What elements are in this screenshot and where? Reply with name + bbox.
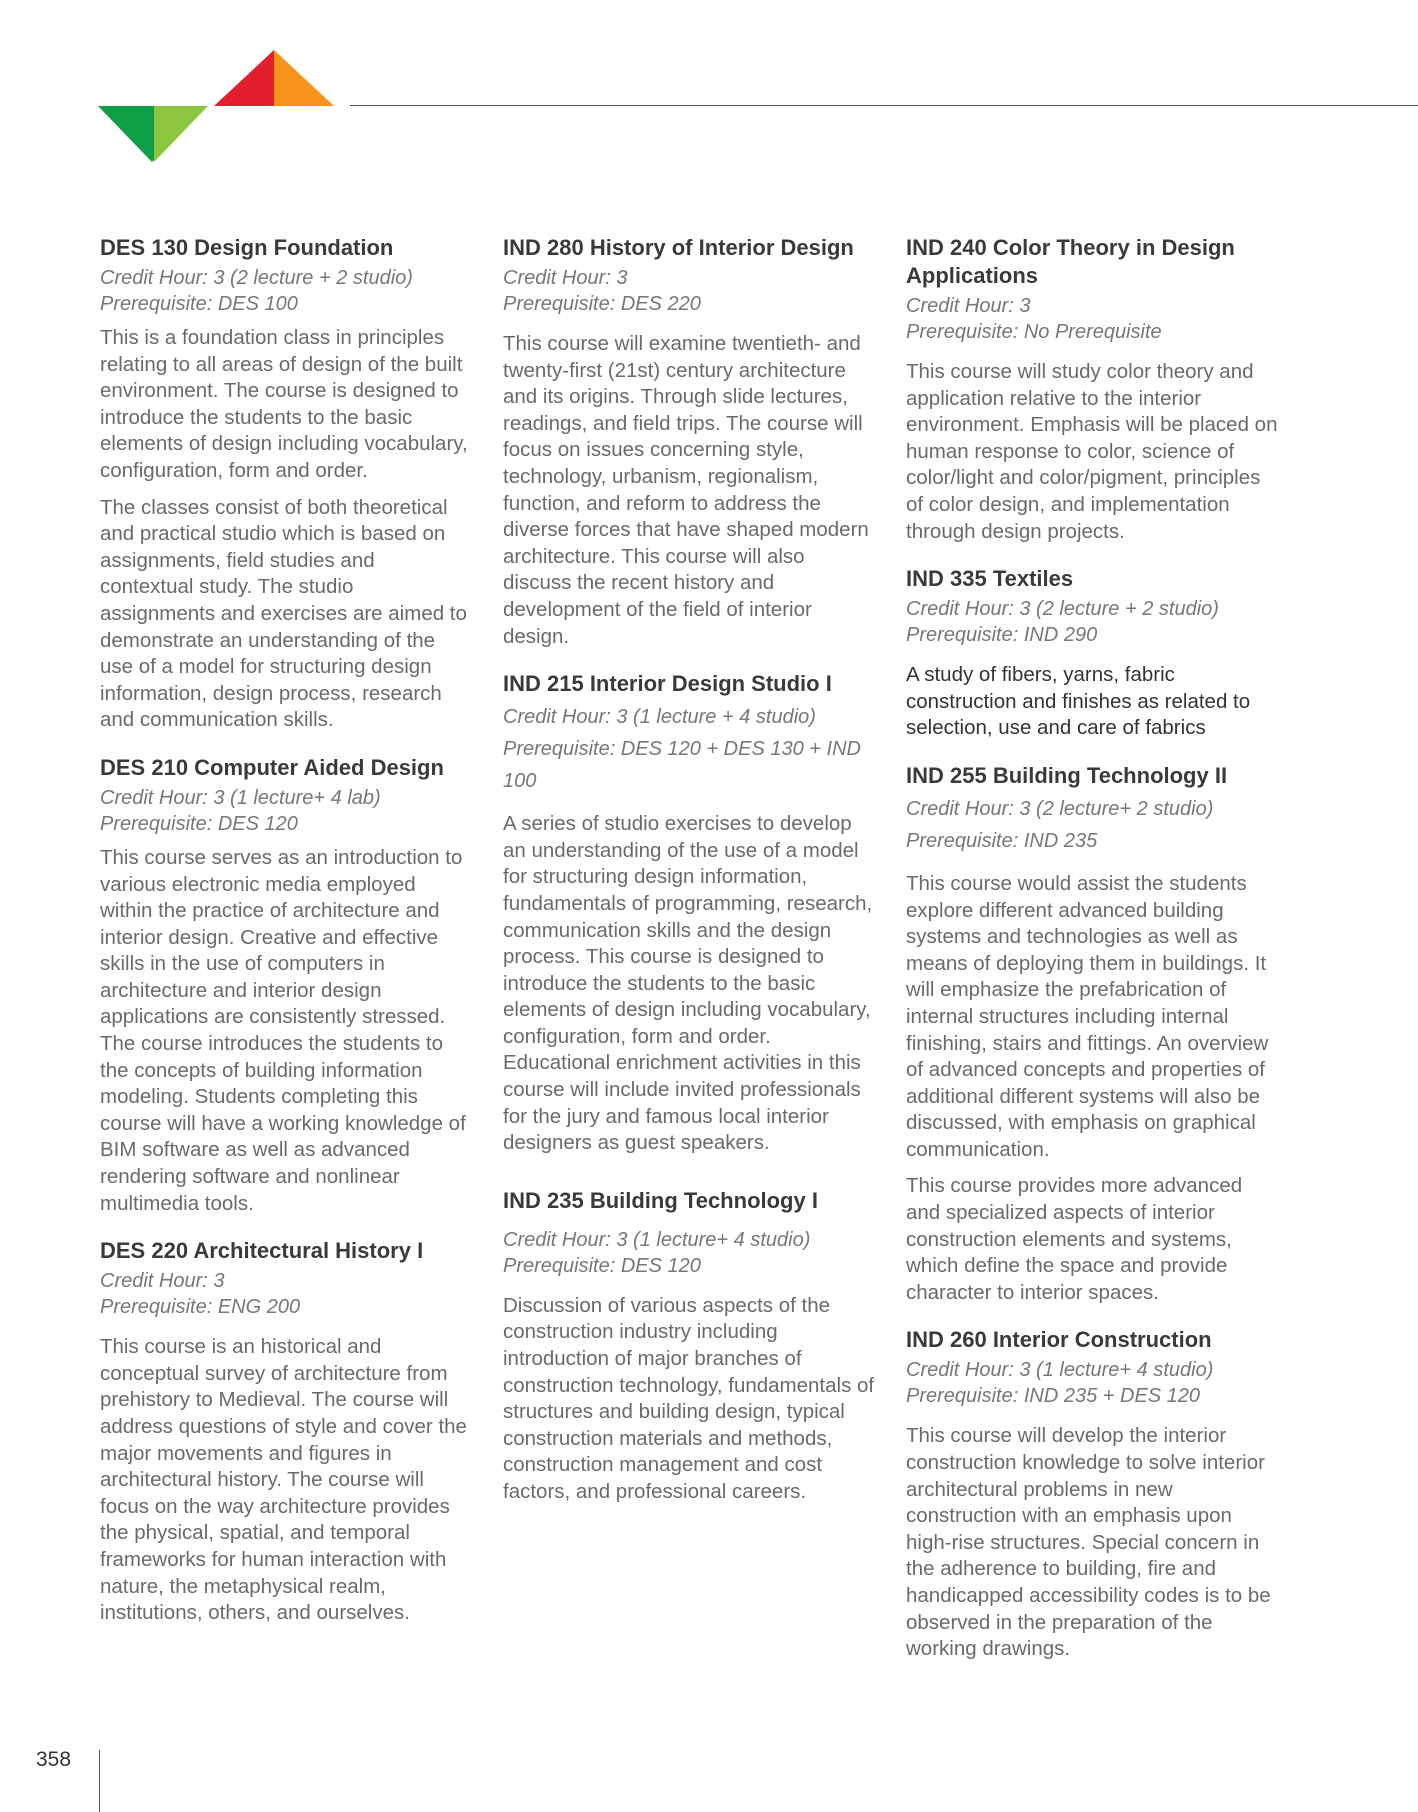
paragraph: This course will develop the interior construction knowledge to solve interior architectural problems in new construction with an emphasis upon high-rise structures. Special concern in the adherence to building, fire and handicapped accessibility codes is to be observed in the preparation of the working drawings. (906, 1424, 1271, 1661)
header-rule (350, 105, 1418, 106)
credit-hour: Credit Hour: 3 (2 lecture + 2 studio) (906, 598, 1219, 621)
course-title: DES 210 Computer Aided Design (100, 754, 444, 780)
course-description (100, 325, 472, 734)
prerequisite: Prerequisite: IND 290 (906, 624, 1098, 647)
paragraph: This course provides more advanced and specialized aspects of interior construction elements and systems, which define the space and provide character to interior spaces. (906, 1174, 1243, 1304)
course-ind260 (906, 1326, 1281, 1662)
course-ind240 (906, 234, 1281, 545)
page-number: 358 (36, 1748, 72, 1771)
course-title: IND 255 Building Technology II (906, 762, 1228, 788)
credit-hour: Credit Hour: 3 (906, 295, 1031, 317)
course-meta (503, 1227, 875, 1279)
prerequisite: Prerequisite: DES 100 (100, 293, 298, 315)
credit-hour: Credit Hour: 3 (2 lecture+ 2 studio) (906, 797, 1214, 820)
column-1 (100, 234, 472, 1647)
paragraph: This course will study color theory and application relative to the interior environment. Emphasis will be placed on human response to color, science of color/light and color/pigment, principles of color design, and implementation through design projects. (906, 360, 1278, 543)
course-title: IND 235 Building Technology I (503, 1187, 818, 1213)
paragraph: This course is an historical and conceptual survey of architecture from prehistory to Medieval. The course will address questions of style and cover the major movements and figures in architectural history. The course will focus on the way architecture provides the physical, spatial, and temporal frameworks for human interaction with nature, the metaphysical realm, institutions, others, and ourselves. (100, 1335, 467, 1625)
course-description (100, 1334, 472, 1627)
credit-hour: Credit Hour: 3 (1 lecture+ 4 studio) (503, 1228, 811, 1251)
course-description (503, 1293, 875, 1506)
course-des210 (100, 754, 472, 1217)
course-ind255 (906, 762, 1281, 1307)
course-title: DES 130 Design Foundation (100, 235, 394, 260)
course-title: IND 280 History of Interior Design (503, 235, 854, 260)
paragraph: This course would assist the students explore different advanced building systems and technologies as well as means of deploying them in buildings. It will emphasize the prefabrication of internal structures including internal finishing, stairs and fittings. An overview of advanced concepts and properties of additional different systems will also be discussed, with emphasis on graphical communication. (906, 871, 1269, 1161)
course-ind215 (503, 670, 875, 1157)
course-meta (100, 785, 472, 837)
prerequisite: Prerequisite: ENG 200 (100, 1296, 301, 1319)
course-description (906, 662, 1281, 742)
course-ind235 (503, 1187, 875, 1506)
paragraph: A series of studio exercises to develop an understanding of the use of a model for structuring design information, fundamentals of programming, research, communication skills and the design process. This course is designed to introduce the students to the basic elements of design including vocabulary, configuration, form and order. Educational enrichment activities in this course will include invited professionals for the jury and famous local interior designers as guest speakers. (503, 812, 873, 1155)
course-meta (503, 265, 875, 317)
logo-triangles (98, 50, 334, 162)
course-meta (100, 265, 472, 317)
paragraph: This is a foundation class in principles relating to all areas of design of the built environment. The course is designed to introduce the students to the basic elements of design including vocabulary, configuration, form and order. (100, 326, 468, 482)
paragraph: Discussion of various aspects of the construction industry including introduction of major branches of construction technology, fundamentals of structures and building design, typical construction materials and methods, construction management and cost factors, and professional careers. (503, 1293, 875, 1503)
course-title: IND 215 Interior Design Studio I (503, 671, 832, 697)
course-title: IND 335 Textiles (906, 566, 1074, 592)
credit-hour: Credit Hour: 3 (100, 1270, 225, 1293)
course-des130 (100, 234, 472, 734)
credit-hour: Credit Hour: 3 (2 lecture + 2 studio) (100, 267, 413, 289)
prerequisite: Prerequisite: IND 235 + DES 120 (906, 1385, 1201, 1408)
credit-hour: Credit Hour: 3 (1 lecture+ 4 studio) (906, 1359, 1214, 1382)
prerequisite: Prerequisite: DES 120 (503, 1254, 701, 1277)
course-description (906, 871, 1281, 1307)
paragraph: This course will examine twentieth- and twenty-first (21st) century architecture and its origins. Through slide lectures, readings, and field trips. The course will focus on issues concerning style, technology, urbanism, regionalism, function, and reform to address the diverse forces that have shaped modern architecture. This course will also discuss the recent history and development of the field of interior design. (503, 332, 869, 648)
course-des220 (100, 1237, 472, 1627)
paragraph: A study of fibers, yarns, fabric construction and finishes as related to selection, use and care of fabrics (906, 663, 1251, 740)
course-title: IND 260 Interior Construction (906, 1327, 1212, 1353)
course-meta (906, 596, 1281, 648)
course-meta (906, 793, 1281, 857)
course-meta (100, 1268, 472, 1320)
column-2 (503, 234, 875, 1526)
prerequisite: Prerequisite: IND 235 (906, 829, 1098, 852)
course-ind280 (503, 234, 875, 650)
column-3 (906, 234, 1281, 1683)
credit-hour: Credit Hour: 3 (503, 267, 628, 289)
course-ind335 (906, 565, 1281, 742)
prerequisite: Prerequisite: DES 120 + DES 130 + IND 100 (503, 738, 861, 793)
course-meta (906, 1357, 1281, 1409)
prerequisite: Prerequisite: DES 220 (503, 293, 701, 315)
footer-rule (99, 1750, 100, 1812)
credit-hour: Credit Hour: 3 (1 lecture+ 4 lab) (100, 786, 381, 809)
course-description (906, 359, 1281, 545)
course-description (100, 845, 472, 1217)
paragraph: This course serves as an introduction to various electronic media employed within the practice of architecture and interior design. Creative and effective skills in the use of computers in architecture and interior design applications are consistently stressed. The course introduces the students to the concepts of building information modeling. Students completing this course will have a working knowledge of BIM software as well as advanced rendering software and nonlinear multimedia tools. (100, 845, 466, 1215)
course-title: IND 240 Color Theory in Design Applications (906, 235, 1235, 288)
credit-hour: Credit Hour: 3 (1 lecture + 4 studio) (503, 706, 816, 729)
logo-red-triangle (214, 50, 274, 106)
paragraph: The classes consist of both theoretical and practical studio which is based on assignments, field studies and contextual study. The studio assignments and exercises are aimed to demonstrate an understanding of the use of a model for structuring design information, design process, research and communication skills. (100, 495, 467, 732)
course-description (503, 811, 875, 1157)
course-meta (503, 701, 875, 797)
prerequisite: Prerequisite: DES 120 (100, 812, 298, 835)
course-description (503, 331, 875, 650)
prerequisite: Prerequisite: No Prerequisite (906, 321, 1162, 343)
logo-lime-triangle (154, 106, 208, 162)
course-title: DES 220 Architectural History I (100, 1238, 424, 1264)
course-description (906, 1423, 1281, 1662)
course-meta (906, 293, 1281, 345)
logo-orange-triangle (274, 50, 334, 106)
